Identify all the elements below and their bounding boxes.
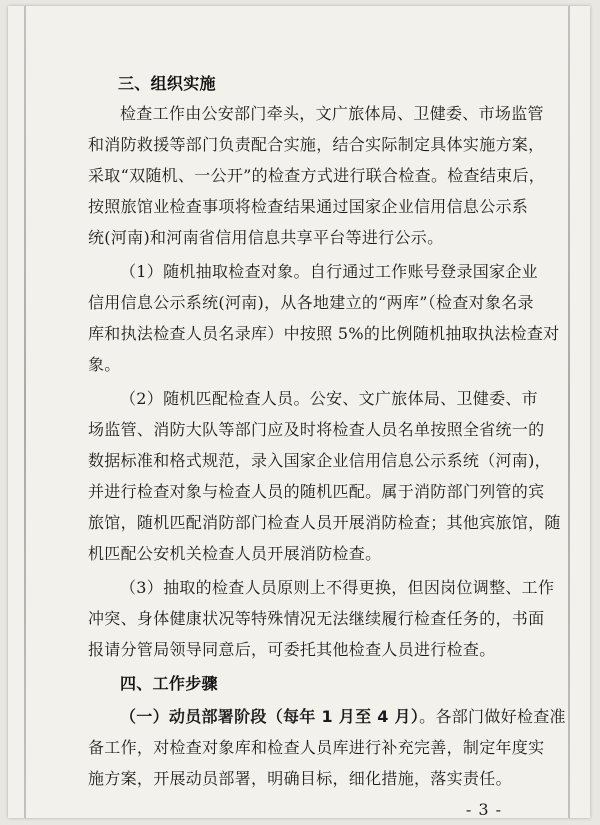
item-2-line: 数据标准和格式规范，录入国家企业信用信息公示系统（河南)，	[88, 451, 551, 470]
stage-1-first-line	[120, 701, 566, 732]
section-heading-work-steps: 四、工作步骤	[120, 674, 218, 693]
item-1-line: 信用信息公示系统(河南)，从各地建立的“两库”（检查对象名录	[88, 293, 534, 312]
stage-1-line: 备工作，对检查对象库和检查人员库进行补充完善，制定年度实	[88, 738, 545, 757]
document-page	[8, 6, 590, 818]
paragraph-line: 和消防救援等部门负责配合实施，结合实际制定具体实施方案，	[88, 135, 545, 154]
stage-1-title: （一）动员部署阶段（每年 1 月至 4 月）	[120, 707, 420, 726]
item-2-line: 场监管、消防大队等部门应及时将检查人员名单按照全省统一的	[88, 420, 545, 439]
paragraph-line: 检查工作由公安部门牵头，文广旅体局、卫健委、市场监管	[120, 104, 544, 123]
item-1-line: （1）随机抽取检查对象。自行通过工作账号登录国家企业	[120, 262, 538, 281]
page-number: - 3 -	[465, 800, 502, 818]
stage-1-line: 施方案，开展动员部署，明确目标，细化措施，落实责任。	[88, 769, 512, 788]
item-3-line: 报请分管局领导同意后，可委托其他检查人员进行检查。	[88, 640, 496, 659]
item-2-line: 机匹配公安机关检查人员开展消防检查。	[88, 544, 382, 563]
item-3-line: 冲突、身体健康状况等特殊情况无法继续履行检查任务的，书面	[88, 609, 545, 628]
item-1-line: 库和执法检查人员名录库）中按照 5%的比例随机抽取执法检查对	[88, 324, 560, 343]
stage-1-text: 。各部门做好检查准	[419, 707, 566, 726]
item-2-line: 旅馆，随机匹配消防部门检查人员开展消防检查；其他宾旅馆，随	[88, 513, 561, 532]
paragraph-line: 统(河南)和河南省信用信息共享平台等进行公示。	[88, 228, 444, 247]
scan-edge-left	[24, 6, 26, 818]
item-2-line: 并进行检查对象与检查人员的随机匹配。属于消防部门列管的宾	[88, 482, 545, 501]
section-heading-organization: 三、组织实施	[118, 74, 216, 93]
paragraph-line: 采取“双随机、一公开”的检查方式进行联合检查。检查结束后，	[88, 166, 546, 185]
item-2-line: （2）随机匹配检查人员。公安、文广旅体局、卫健委、市	[120, 389, 538, 408]
scan-edge-right	[568, 6, 570, 818]
item-3-line: （3）抽取的检查人员原则上不得更换，但因岗位调整、工作	[120, 578, 555, 597]
paragraph-line: 按照旅馆业检查事项将检查结果通过国家企业信用信息公示系	[88, 197, 529, 216]
item-1-line: 象。	[88, 355, 121, 374]
